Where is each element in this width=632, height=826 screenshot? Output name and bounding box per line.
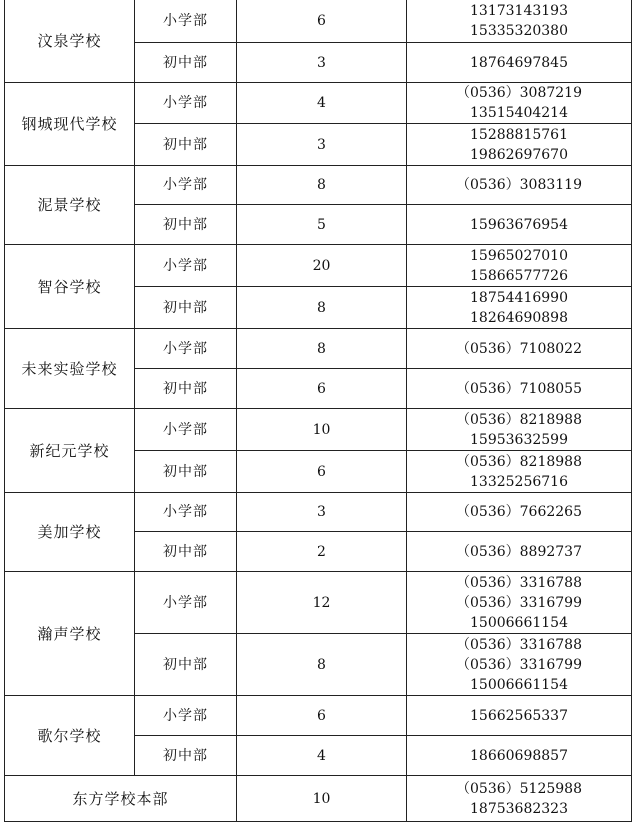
phone-cell bbox=[407, 329, 632, 369]
phone-number: 15006661154 bbox=[470, 614, 568, 631]
phone-number: （0536）8892737 bbox=[456, 543, 582, 560]
table-row bbox=[5, 0, 632, 43]
phone-number: 18264690898 bbox=[470, 309, 568, 326]
phone-number: 15965027010 bbox=[470, 247, 568, 264]
phone-number: 15953632599 bbox=[470, 431, 568, 448]
school-name-cell: 未来实验学校 bbox=[5, 329, 135, 409]
phone-number: （0536）3316788 bbox=[456, 574, 582, 591]
phone-number: 19862697670 bbox=[470, 146, 568, 163]
dept-cell: 小学部 bbox=[135, 245, 237, 287]
count-cell: 2 bbox=[237, 532, 407, 572]
phone-number: 13325256716 bbox=[470, 473, 568, 490]
phone-cell bbox=[407, 369, 632, 409]
dept-cell: 初中部 bbox=[135, 369, 237, 409]
dept-cell: 初中部 bbox=[135, 736, 237, 776]
school-name-cell: 泥景学校 bbox=[5, 166, 135, 245]
dept-cell: 初中部 bbox=[135, 634, 237, 696]
phone-cell bbox=[407, 43, 632, 83]
school-name-cell: 新纪元学校 bbox=[5, 409, 135, 493]
phone-cell bbox=[407, 634, 632, 696]
phone-number: 15866577726 bbox=[470, 267, 568, 284]
count-cell: 10 bbox=[237, 409, 407, 451]
dept-cell: 初中部 bbox=[135, 43, 237, 83]
phone-cell bbox=[407, 124, 632, 166]
count-cell: 3 bbox=[237, 43, 407, 83]
phone-number: 15006661154 bbox=[470, 676, 568, 693]
table-body bbox=[5, 0, 632, 822]
count-cell: 4 bbox=[237, 83, 407, 124]
count-cell: 8 bbox=[237, 287, 407, 329]
count-cell: 3 bbox=[237, 124, 407, 166]
count-cell: 6 bbox=[237, 0, 407, 43]
phone-cell bbox=[407, 776, 632, 822]
school-name-cell: 歌尔学校 bbox=[5, 696, 135, 776]
school-name-cell: 智谷学校 bbox=[5, 245, 135, 329]
dept-cell: 小学部 bbox=[135, 329, 237, 369]
phone-number: 18764697845 bbox=[470, 54, 568, 71]
table-row bbox=[5, 696, 632, 736]
phone-number: 13515404214 bbox=[470, 105, 568, 121]
count-cell: 6 bbox=[237, 696, 407, 736]
count-cell: 5 bbox=[237, 205, 407, 245]
phone-number: （0536）7108055 bbox=[456, 380, 582, 397]
phone-cell bbox=[407, 83, 632, 124]
phone-number: （0536）7108022 bbox=[456, 340, 582, 357]
dept-cell: 小学部 bbox=[135, 409, 237, 451]
dept-cell: 小学部 bbox=[135, 166, 237, 205]
phone-cell bbox=[407, 451, 632, 493]
count-cell: 10 bbox=[237, 776, 407, 822]
table-row bbox=[5, 245, 632, 287]
table-row bbox=[5, 329, 632, 369]
phone-cell bbox=[407, 0, 632, 43]
dept-cell: 初中部 bbox=[135, 532, 237, 572]
phone-cell bbox=[407, 245, 632, 287]
school-name-cell: 钢城现代学校 bbox=[5, 83, 135, 166]
phone-number: （0536）3316799 bbox=[456, 594, 582, 611]
dept-cell: 小学部 bbox=[135, 0, 237, 43]
count-cell: 12 bbox=[237, 572, 407, 634]
count-cell: 8 bbox=[237, 634, 407, 696]
phone-number: （0536）5125988 bbox=[456, 780, 582, 797]
dept-cell: 初中部 bbox=[135, 451, 237, 493]
phone-cell bbox=[407, 493, 632, 532]
phone-cell bbox=[407, 696, 632, 736]
count-cell: 4 bbox=[237, 736, 407, 776]
dept-cell: 初中部 bbox=[135, 124, 237, 166]
count-cell: 6 bbox=[237, 451, 407, 493]
count-cell: 8 bbox=[237, 329, 407, 369]
phone-number: 18754416990 bbox=[470, 289, 568, 306]
school-contact-table bbox=[4, 0, 632, 822]
dept-cell: 初中部 bbox=[135, 287, 237, 329]
phone-number: 18660698857 bbox=[470, 747, 568, 764]
phone-cell bbox=[407, 572, 632, 634]
phone-number: 13173143193 bbox=[470, 2, 568, 19]
school-name-cell: 东方学校本部 bbox=[5, 776, 237, 822]
phone-cell bbox=[407, 205, 632, 245]
phone-number: （0536）8218988 bbox=[456, 411, 582, 428]
table-row bbox=[5, 409, 632, 451]
table-row bbox=[5, 572, 632, 634]
phone-number: 18753682323 bbox=[470, 800, 568, 817]
dept-cell: 初中部 bbox=[135, 205, 237, 245]
phone-number: （0536）3316799 bbox=[456, 656, 582, 673]
phone-cell bbox=[407, 409, 632, 451]
phone-cell bbox=[407, 166, 632, 205]
count-cell: 20 bbox=[237, 245, 407, 287]
phone-number: （0536）3083119 bbox=[456, 177, 582, 193]
phone-cell bbox=[407, 736, 632, 776]
count-cell: 8 bbox=[237, 166, 407, 205]
phone-number: 15288815761 bbox=[470, 126, 568, 143]
phone-number: （0536）3087219 bbox=[456, 85, 582, 101]
phone-number: （0536）7662265 bbox=[456, 504, 582, 520]
dept-cell: 小学部 bbox=[135, 572, 237, 634]
table-row bbox=[5, 166, 632, 205]
phone-cell bbox=[407, 532, 632, 572]
phone-cell bbox=[407, 287, 632, 329]
dept-cell: 小学部 bbox=[135, 696, 237, 736]
school-name-cell: 美加学校 bbox=[5, 493, 135, 572]
phone-number: （0536）8218988 bbox=[456, 453, 582, 470]
table-row bbox=[5, 83, 632, 124]
dept-cell: 小学部 bbox=[135, 493, 237, 532]
dept-cell: 小学部 bbox=[135, 83, 237, 124]
phone-number: 15963676954 bbox=[470, 216, 568, 233]
school-name-cell: 汶泉学校 bbox=[5, 0, 135, 83]
table-row bbox=[5, 493, 632, 532]
school-name-cell: 瀚声学校 bbox=[5, 572, 135, 696]
phone-number: 15335320380 bbox=[470, 22, 568, 39]
table-row-final bbox=[5, 776, 632, 822]
count-cell: 3 bbox=[237, 493, 407, 532]
phone-number: 15662565337 bbox=[470, 707, 568, 724]
phone-number: （0536）3316788 bbox=[456, 636, 582, 653]
count-cell: 6 bbox=[237, 369, 407, 409]
